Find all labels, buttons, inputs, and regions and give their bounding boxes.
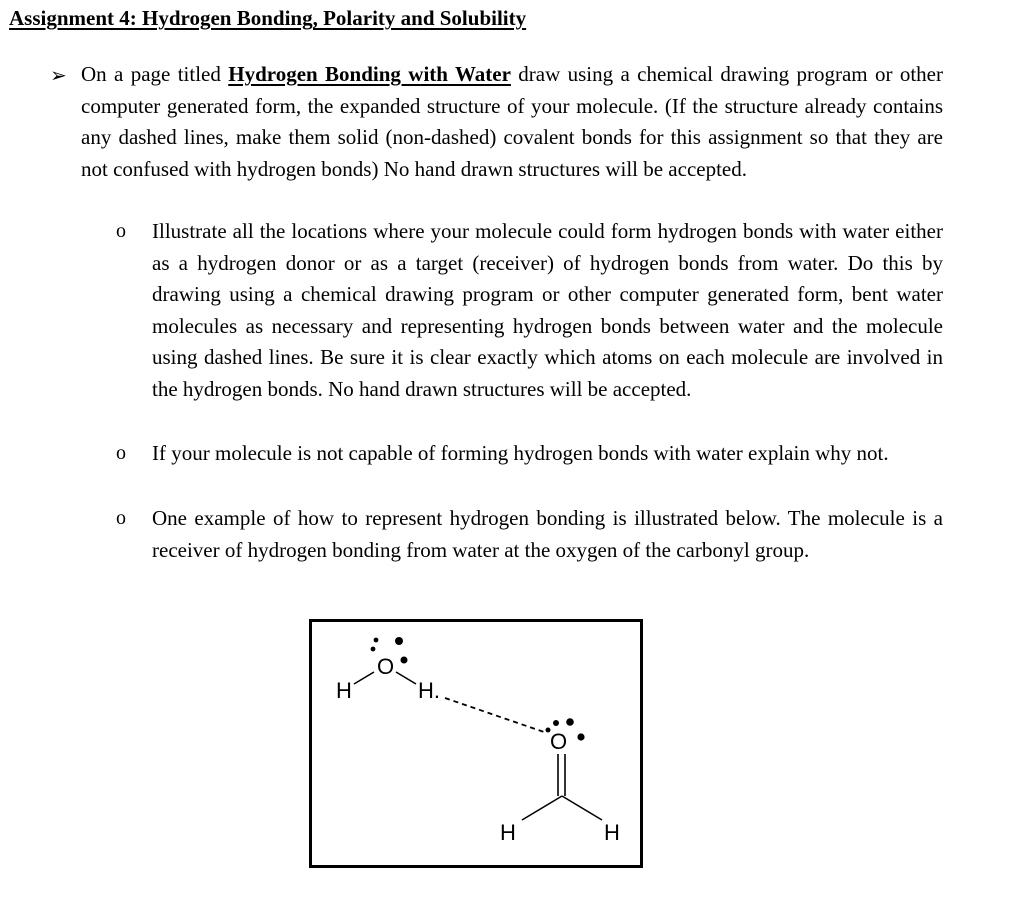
page-title-reference: Hydrogen Bonding with Water: [228, 62, 511, 86]
carbonyl-lone-pair-dot: [553, 720, 559, 726]
water-lone-pair-dot: [395, 637, 403, 645]
water-bond-left: [354, 672, 374, 684]
water-hydrogen-left: H: [336, 678, 352, 703]
water-hydrogen-right: H.: [418, 678, 440, 703]
ch-bond-left: [522, 796, 562, 820]
arrow-bullet-icon: ➢: [50, 65, 67, 87]
carbonyl-lone-pair-dot: [577, 733, 584, 740]
main-instruction-lead: On a page titled: [81, 62, 229, 86]
carbonyl-lone-pair-dot: [566, 718, 574, 726]
sub-instruction-illustrate: Illustrate all the locations where your molecule could form hydrogen bonds with water either as a hydrogen donor or as a target (receiver) of hydrogen bonds from water. Do this by drawing using a chemical drawing program or other computer generated form, bent water molecules as necessary and representing hydrogen bonds between water and the molecule using dashed lines. Be sure it is clear exactly which atoms on each molecule are involved in the hydrogen bonds. No hand drawn structures will be accepted.: [152, 219, 943, 401]
water-lone-pair-dot: [371, 647, 376, 652]
assignment-title: Assignment 4: Hydrogen Bonding, Polarity and Solubility: [9, 6, 527, 30]
main-instruction: [81, 59, 943, 185]
water-bond-right: [396, 672, 416, 684]
main-instruction-body: draw using a chemical drawing program or other computer generated form, the expanded structure of your molecule. (If the structure already contains any dashed lines, make them solid (non-dashed) covalent bonds for this assignment so that they are not confused with hydrogen bonds) No hand drawn structures will be accepted.: [81, 62, 943, 181]
sub-instruction-example: One example of how to represent hydrogen bonding is illustrated below. The molecule is a receiver of hydrogen bonding from water at the oxygen of the carbonyl group.: [152, 506, 943, 562]
formaldehyde-hydrogen-right: H: [604, 820, 620, 845]
water-oxygen: O: [377, 654, 395, 679]
water-lone-pair-dot: [401, 657, 408, 664]
circle-bullet-icon: o: [116, 220, 126, 242]
formaldehyde-hydrogen-left: H: [500, 820, 516, 845]
water-lone-pair-dot: [374, 638, 379, 643]
carbonyl-oxygen: O: [550, 729, 568, 754]
hydrogen-bond-figure: [309, 619, 643, 868]
hydrogen-bond-diagram: [312, 622, 640, 865]
sub-instruction-explain: If your molecule is not capable of forming hydrogen bonds with water explain why not.: [152, 441, 889, 465]
circle-bullet-icon: o: [116, 507, 126, 529]
circle-bullet-icon: o: [116, 442, 126, 464]
carbonyl-lone-pair-dot: [546, 728, 551, 733]
hydrogen-bond-dashed-line: [445, 698, 544, 732]
ch-bond-right: [562, 796, 602, 820]
